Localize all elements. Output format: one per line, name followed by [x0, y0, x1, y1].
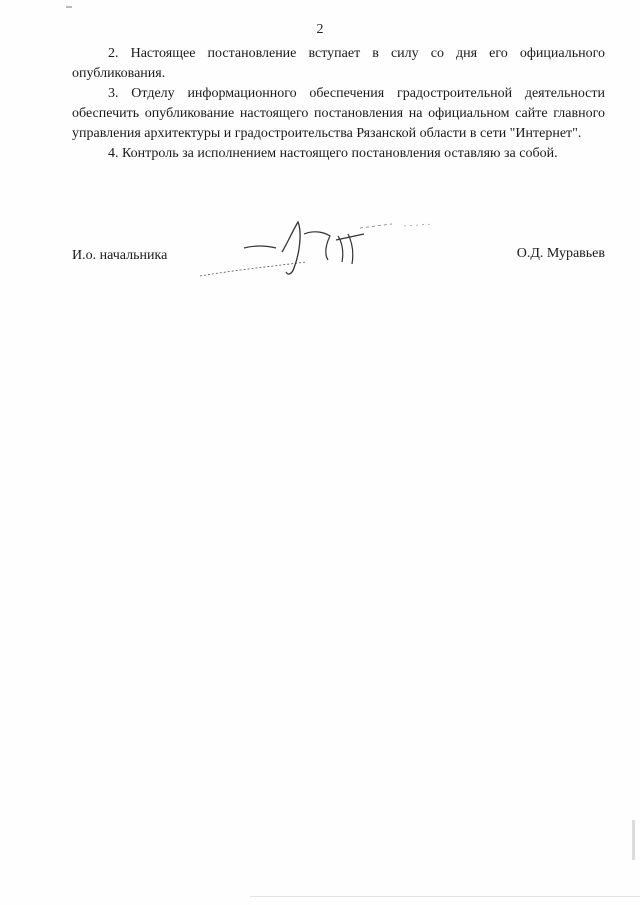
paragraph-4: 4. Контроль за исполнением настоящего постановления оставляю за собой.	[108, 146, 558, 161]
paragraph-2: 2. Настоящее постановление вступает в силу со дня его официального опубликования.	[72, 46, 605, 81]
page-number: 2	[316, 22, 324, 37]
scan-artifact	[66, 6, 72, 8]
scan-artifact	[250, 896, 640, 897]
document-body	[72, 44, 605, 164]
signature-block	[72, 248, 605, 268]
signatory-position: И.о. начальника	[72, 248, 168, 263]
paragraph-3: 3. Отделу информационного обеспечения градостроительной деятельности обеспечить опубликование настоящего постановления на официальном сайте главного управления архитектуры и градостроительства Рязанской области в сети "Интернет".	[72, 86, 605, 141]
signatory-name: О.Д. Муравьев	[516, 246, 605, 261]
scan-artifact	[632, 820, 635, 860]
